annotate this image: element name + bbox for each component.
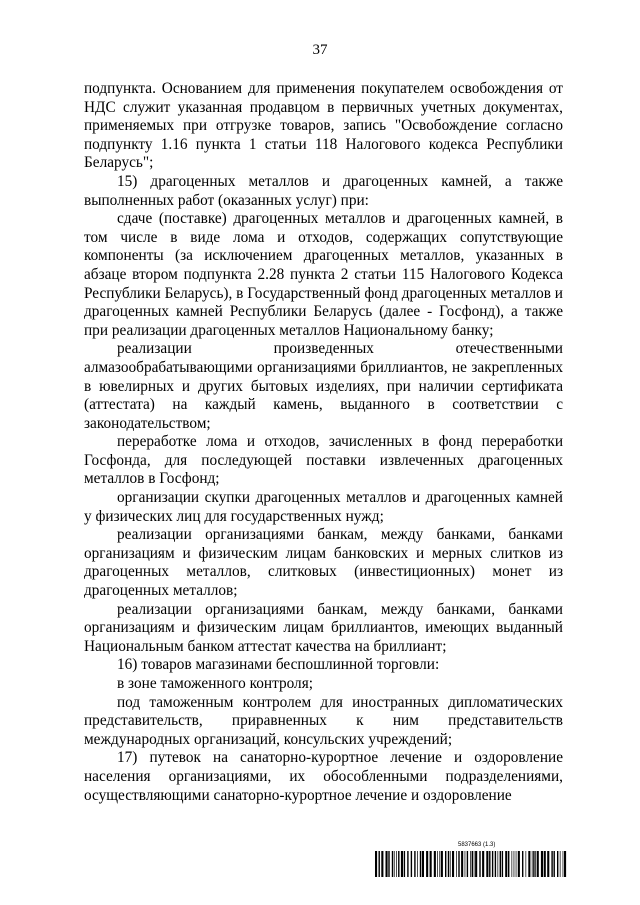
paragraph: сдаче (поставке) драгоценных металлов и драгоценных камней, в том числе в виде лома и отходов, содержащих сопутствующие компоненты (за исключением драгоценных металлов, указанных в абзаце втором подпункта 2.28 пункта 2 статьи 115 Налогового Кодекса Республики Беларусь), в Государственный фонд драгоценных металлов и драгоценных камней Республики Беларусь (далее - Госфонд), а также при реализации драгоценных металлов Национальному банку;: [84, 210, 563, 339]
paragraph: подпункта. Основанием для применения покупателем освобождения от НДС служит указанная продавцом в первичных учетных документах, применяемых при отгрузке товаров, запись "Освобождение согласно подпункту 1.16 пункта 1 статьи 118 Налогового кодекса Республики Беларусь";: [84, 80, 563, 172]
paragraph: в зоне таможенного контроля;: [117, 675, 313, 692]
barcode-image: [375, 851, 567, 877]
paragraph: под таможенным контролем для иностранных дипломатических представительств, приравненных к ним представительств международных организаций, консульских учреждений;: [84, 693, 563, 748]
paragraph: реализации организациями банкам, между банками, банками организациям и физическим лицам бриллиантов, имеющих выданный Национальным банком аттестат качества на бриллиант;: [84, 600, 563, 655]
paragraph: 15) драгоценных металлов и драгоценных камней, а также выполненных работ (оказанных услуг) при:: [84, 172, 563, 209]
paragraph: реализации произведенных отечественными алмазообрабатывающими организациями бриллиантов, не закрепленных в ювелирных и других бытовых изделиях, при наличии сертификата (аттестата) на каждый камень, выданного в соответствии с законодательством;: [84, 340, 563, 432]
paragraph: организации скупки драгоценных металлов и драгоценных камней у физических лиц для государственных нужд;: [84, 489, 563, 525]
page-number: 37: [312, 42, 328, 58]
barcode-caption: 5837663 (1.3): [458, 842, 496, 848]
paragraph: 16) товаров магазинами беспошлинной торговли:: [117, 656, 440, 674]
paragraph: реализации организациями банкам, между банками, банками организациям и физическим лицам банковских и мерных слитков из драгоценных металлов, слитковых (инвестиционных) монет из драгоценных металлов;: [84, 526, 563, 600]
paragraph: переработке лома и отходов, зачисленных в фонд переработки Госфонда, для последующей поставки извлеченных драгоценных металлов в Госфонд;: [84, 433, 563, 488]
paragraph: 17) путевок на санаторно-курортное лечение и оздоровление населения организациями, их обособленными подразделениями, осуществляющими санаторно-курортное лечение и оздоровление: [84, 749, 563, 804]
body-text: [84, 80, 563, 805]
